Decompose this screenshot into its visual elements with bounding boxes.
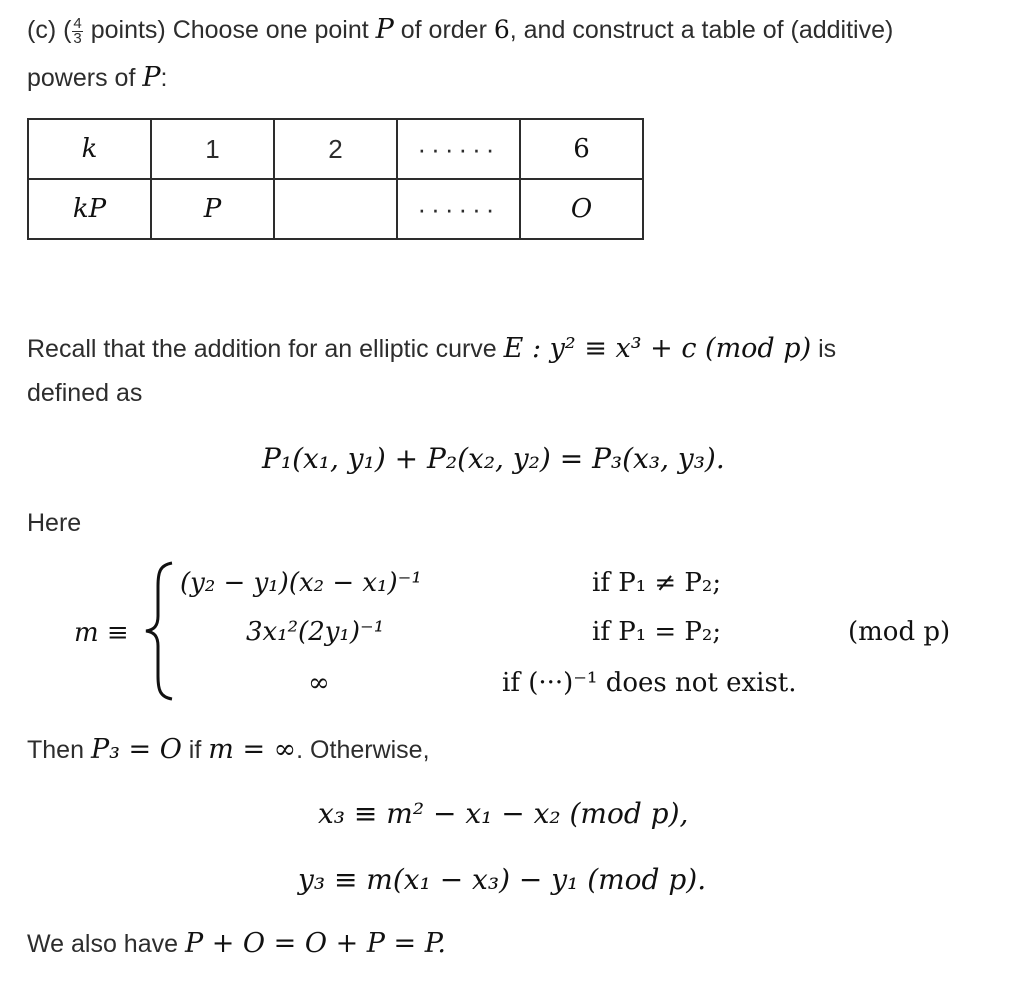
case2-condition: if P₁ = P₂; (592, 617, 722, 647)
question-line-1 (27, 14, 893, 46)
table-cell: 2 (274, 119, 397, 179)
also-math: P + O = O + P = P. (184, 928, 447, 959)
colon: : (160, 64, 168, 92)
then-if: if (181, 736, 209, 764)
case2-expression: 3x₁²(2y₁)⁻¹ (246, 617, 385, 647)
y3-formula: y₃ ≡ m(x₁ − x₃) − y₁ (mod p). (298, 863, 707, 896)
order-value: 6 (493, 15, 510, 44)
table-cell-empty (274, 179, 397, 239)
table-row-kp (28, 179, 643, 239)
table-cell: P (151, 179, 274, 239)
left-brace-icon (142, 560, 178, 702)
powers-text: powers of (27, 64, 143, 92)
table-cell: 6 (520, 119, 643, 179)
row-label-k: k (28, 119, 151, 179)
then-otherwise: . Otherwise, (296, 736, 430, 764)
points-fraction: $\frac{4}{3}$ (73, 14, 82, 47)
line1-end: , and construct a table of (additive) (509, 16, 894, 44)
case3-expression: ∞ (308, 668, 330, 698)
recall-is: is (811, 335, 837, 363)
also-text: We also have (27, 930, 185, 958)
var-p: P (375, 14, 394, 45)
table-cell: 1 (151, 119, 274, 179)
m-lhs: m ≡ (74, 618, 129, 648)
then-line (27, 734, 430, 765)
table-cell-dots: ······ (397, 179, 520, 239)
mod-p-label: (mod p) (848, 617, 951, 647)
defined-as: defined as (27, 379, 143, 407)
case3-condition: if (···)⁻¹ does not exist. (502, 668, 797, 698)
addition-formula: P₁(x₁, y₁) + P₂(x₂, y₂) = P₃(x₃, y₃). (262, 442, 725, 475)
points-text: points) Choose one point (83, 16, 376, 44)
also-line (27, 928, 446, 959)
table-cell-dots: ······ (397, 119, 520, 179)
powers-table (27, 118, 644, 240)
here-label: Here (27, 509, 82, 537)
question-line-2 (27, 62, 167, 93)
then-math-2: m = ∞ (208, 734, 297, 765)
var-p-2: P (142, 62, 161, 93)
part-label: (c) ( (27, 16, 72, 44)
recall-line-1 (27, 333, 836, 364)
recall-line-2 (27, 379, 142, 408)
then-math: P₃ = O (90, 734, 182, 765)
row-label-kp: kP (28, 179, 151, 239)
then-text: Then (27, 736, 91, 764)
case1-expression: (y₂ − y₁)(x₂ − x₁)⁻¹ (180, 568, 422, 598)
table-row-k (28, 119, 643, 179)
curve-equation: E : y² ≡ x³ + c (mod p) (503, 333, 812, 364)
table-cell: O (520, 179, 643, 239)
x3-formula: x₃ ≡ m² − x₁ − x₂ (mod p), (318, 797, 689, 830)
case1-condition: if P₁ ≠ P₂; (592, 568, 722, 598)
recall-text: Recall that the addition for an elliptic curve (27, 335, 504, 363)
of-order-text: of order (393, 16, 494, 44)
